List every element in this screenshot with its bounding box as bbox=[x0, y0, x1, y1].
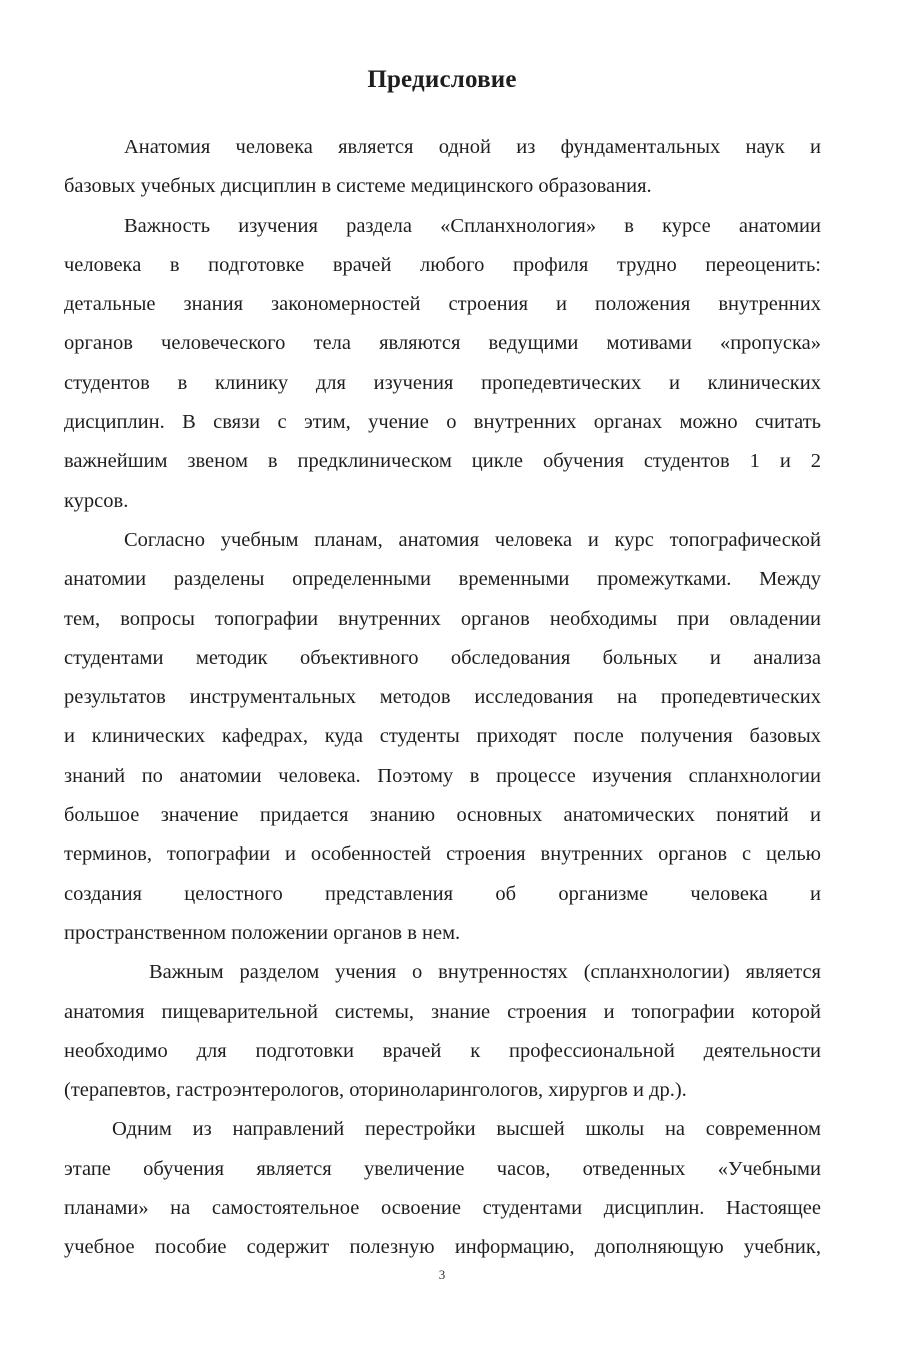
text-line: студентами методик объективного обследования больных и анализа bbox=[64, 646, 821, 669]
text-line: анатомия пищеварительной системы, знание строения и топографии которой bbox=[64, 1000, 821, 1023]
text-line: курсов. bbox=[64, 489, 129, 512]
text-line: и клинических кафедрах, куда студенты приходят после получения базовых bbox=[64, 725, 821, 748]
text-line: знаний по анатомии человека. Поэтому в процессе изучения спланхнологии bbox=[64, 764, 821, 787]
text-line: учебное пособие содержит полезную информацию, дополняющую учебник, bbox=[64, 1236, 821, 1259]
paragraph-3 bbox=[64, 521, 821, 953]
text-line: этапе обучения является увеличение часов, отведенных «Учебными bbox=[64, 1157, 821, 1180]
paragraph-2 bbox=[64, 207, 821, 521]
text-line: создания целостного представления об организме человека и bbox=[64, 882, 821, 905]
paragraph-4 bbox=[64, 953, 821, 1110]
text-line: Одним из направлений перестройки высшей школы на современном bbox=[112, 1118, 821, 1141]
text-line: важнейшим звеном в предклиническом цикле обучения студентов 1 и 2 bbox=[64, 450, 821, 473]
text-line: дисциплин. В связи с этим, учение о внутренних органах можно считать bbox=[64, 411, 821, 434]
text-line: детальные знания закономерностей строения и положения внутренних bbox=[64, 293, 821, 316]
text-line: Анатомия человека является одной из фундаментальных наук и bbox=[124, 136, 821, 158]
paragraph-5 bbox=[64, 1110, 821, 1267]
text-line: органов человеческого тела являются ведущими мотивами «пропуска» bbox=[64, 332, 821, 355]
text-line: необходимо для подготовки врачей к профессиональной деятельности bbox=[64, 1039, 821, 1062]
text-line: базовых учебных дисциплин в системе медицинского образования. bbox=[64, 175, 652, 198]
text-line: Важным разделом учения о внутренностях (спланхнологии) является bbox=[149, 961, 821, 984]
text-line: результатов инструментальных методов исследования на пропедевтических bbox=[64, 686, 821, 709]
text-line: тем, вопросы топографии внутренних органов необходимы при овладении bbox=[64, 607, 821, 630]
body-text bbox=[64, 128, 821, 1268]
text-line: терминов, топографии и особенностей строения внутренних органов с целью bbox=[64, 843, 821, 866]
text-line: человека в подготовке врачей любого профиля трудно переоценить: bbox=[64, 253, 821, 276]
text-line: анатомии разделены определенными временными промежутками. Между bbox=[64, 568, 821, 591]
paragraph-1 bbox=[64, 128, 821, 207]
page-number: 3 bbox=[438, 1267, 446, 1282]
text-line: планами» на самостоятельное освоение студентами дисциплин. Настоящее bbox=[64, 1197, 821, 1220]
text-line: Согласно учебным планам, анатомия человека и курс топографической bbox=[124, 528, 821, 551]
text-line: пространственном положении органов в нем. bbox=[64, 921, 461, 944]
text-line: большое значение придается знанию основных анатомических понятий и bbox=[64, 804, 821, 827]
text-line: студентов в клинику для изучения пропедевтических и клинических bbox=[64, 371, 821, 394]
page-title: Предисловие bbox=[367, 66, 517, 93]
text-line: Важность изучения раздела «Спланхнология» в курсе анатомии bbox=[124, 214, 821, 237]
text-line: (терапевтов, гастроэнтерологов, оториноларингологов, хирургов и др.). bbox=[64, 1079, 687, 1102]
